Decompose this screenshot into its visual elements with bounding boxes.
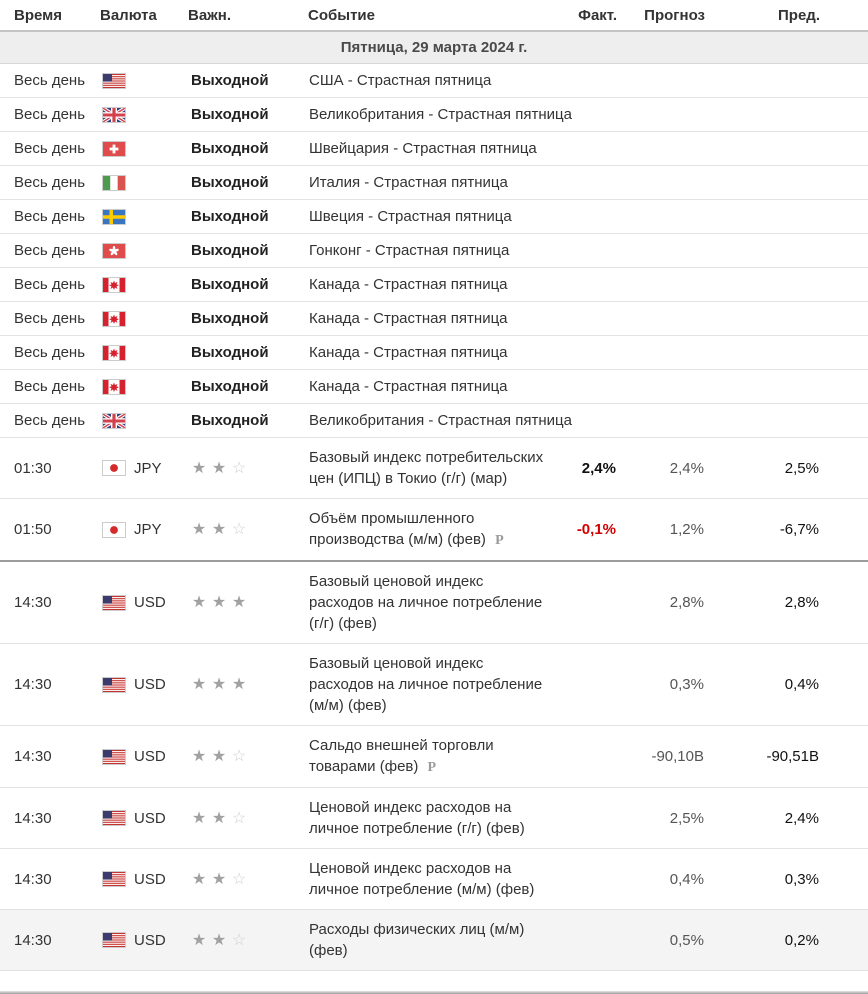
table-row[interactable] xyxy=(0,910,868,971)
importance-cell xyxy=(188,849,308,910)
importance-cell xyxy=(188,404,308,438)
currency-code: JPY xyxy=(134,521,162,539)
event-time: Весь день xyxy=(14,106,86,123)
previous-value: 2,5% xyxy=(784,459,819,477)
flag-icon-it xyxy=(103,176,125,190)
star-filled-icon: ★ xyxy=(191,459,207,477)
flag-icon-se xyxy=(103,210,125,224)
event-cell xyxy=(308,910,563,971)
table-row[interactable] xyxy=(0,302,868,336)
table-header xyxy=(0,0,868,31)
table-row[interactable] xyxy=(0,370,868,404)
row-spacer xyxy=(820,268,868,302)
currency-code: USD xyxy=(134,594,166,612)
star-filled-icon: ★ xyxy=(191,931,207,949)
actual-value xyxy=(563,788,617,849)
row-spacer xyxy=(820,910,868,971)
header-actual: Факт. xyxy=(563,0,617,31)
table-row[interactable] xyxy=(0,849,868,910)
star-filled-icon: ★ xyxy=(211,931,227,949)
event-cell xyxy=(308,98,820,132)
actual-value: -0,1% xyxy=(576,521,616,538)
table-row[interactable] xyxy=(0,132,868,166)
importance-cell xyxy=(188,234,308,268)
table-row[interactable] xyxy=(0,234,868,268)
event-time: Весь день xyxy=(14,242,86,259)
flag-icon-ch xyxy=(103,142,125,156)
row-spacer xyxy=(820,336,868,370)
event-name[interactable]: Ценовой индекс расходов на личное потребление (м/м) (фев) xyxy=(309,860,535,898)
star-filled-icon: ★ xyxy=(191,594,207,611)
importance-cell xyxy=(188,910,308,971)
event-time: Весь день xyxy=(14,412,86,429)
event-time: Весь день xyxy=(14,140,86,157)
importance-cell xyxy=(188,370,308,404)
row-spacer xyxy=(820,302,868,336)
currency-code: USD xyxy=(134,870,166,888)
currency-cell xyxy=(100,302,188,336)
star-filled-icon: ★ xyxy=(211,459,227,477)
forecast-value: -90,10B xyxy=(651,748,704,765)
previous-value: -6,7% xyxy=(779,521,819,538)
star-filled-icon: ★ xyxy=(191,748,207,765)
header-time: Время xyxy=(0,0,100,31)
currency-cell xyxy=(100,561,188,644)
actual-value xyxy=(563,910,617,971)
importance-cell xyxy=(188,438,308,499)
table-row[interactable] xyxy=(0,438,868,499)
event-cell xyxy=(308,726,563,788)
star-filled-icon: ★ xyxy=(211,870,227,888)
event-time: Весь день xyxy=(14,174,86,191)
holiday-label: Выходной xyxy=(191,412,269,429)
header-importance: Важн. xyxy=(188,0,308,31)
star-filled-icon: ★ xyxy=(191,521,207,538)
forecast-value: 2,8% xyxy=(669,594,704,611)
event-cell xyxy=(308,438,563,499)
flag-icon-us xyxy=(103,596,125,610)
row-spacer xyxy=(820,234,868,268)
importance-cell xyxy=(188,561,308,644)
row-spacer xyxy=(820,644,868,726)
holiday-label: Выходной xyxy=(191,310,269,327)
actual-value xyxy=(563,644,617,726)
currency-cell xyxy=(100,200,188,234)
event-name[interactable]: Базовый ценовой индекс расходов на личное потребление (м/м) (фев) xyxy=(309,655,543,714)
currency-code: USD xyxy=(134,748,166,766)
flag-icon-gb xyxy=(103,108,125,122)
star-filled-icon: ★ xyxy=(211,676,227,693)
event-cell xyxy=(308,132,820,166)
event-cell xyxy=(308,268,820,302)
event-time: 14:30 xyxy=(14,870,52,888)
star-filled-icon: ★ xyxy=(191,809,207,827)
holiday-label: Выходной xyxy=(191,174,269,191)
row-spacer xyxy=(820,370,868,404)
actual-value: 2,4% xyxy=(581,459,616,477)
event-time: Весь день xyxy=(14,72,86,89)
currency-cell xyxy=(100,336,188,370)
event-name[interactable]: Ценовой индекс расходов на личное потребление (г/г) (фев) xyxy=(309,799,525,837)
flag-icon-us xyxy=(103,811,125,825)
flag-icon-hk xyxy=(103,244,125,258)
holiday-label: Выходной xyxy=(191,378,269,395)
holiday-label: Выходной xyxy=(191,276,269,293)
event-time: 14:30 xyxy=(14,676,52,693)
event-cell xyxy=(308,404,820,438)
table-row[interactable] xyxy=(0,268,868,302)
currency-cell xyxy=(100,98,188,132)
currency-cell xyxy=(100,499,188,562)
importance-cell xyxy=(188,644,308,726)
forecast-value: 0,5% xyxy=(669,931,704,949)
importance-cell xyxy=(188,336,308,370)
table-row[interactable] xyxy=(0,166,868,200)
flag-icon-ca xyxy=(103,278,125,292)
actual-value xyxy=(563,561,617,644)
event-name[interactable]: США - Страстная пятница xyxy=(309,72,492,89)
importance-cell xyxy=(188,200,308,234)
table-row[interactable] xyxy=(0,336,868,370)
table-row[interactable] xyxy=(0,98,868,132)
currency-cell xyxy=(100,788,188,849)
currency-cell xyxy=(100,166,188,200)
event-time: 14:30 xyxy=(14,594,52,611)
header-currency: Валюта xyxy=(100,0,188,31)
event-cell xyxy=(308,336,820,370)
table-row[interactable] xyxy=(0,644,868,726)
table-row[interactable] xyxy=(0,499,868,562)
star-filled-icon: ★ xyxy=(211,521,227,538)
event-name[interactable]: Канада - Страстная пятница xyxy=(309,344,508,361)
row-spacer xyxy=(820,849,868,910)
flag-icon-us xyxy=(103,872,125,886)
previous-value: 0,3% xyxy=(784,870,819,888)
currency-code: USD xyxy=(134,931,166,949)
flag-icon-jp xyxy=(103,523,125,537)
event-cell xyxy=(308,849,563,910)
flag-icon-ca xyxy=(103,380,125,394)
currency-cell xyxy=(100,268,188,302)
date-header-label: Пятница, 29 марта 2024 г. xyxy=(0,31,868,64)
star-filled-icon: ★ xyxy=(211,594,227,611)
holiday-label: Выходной xyxy=(191,344,269,361)
star-empty-icon: ☆ xyxy=(231,748,247,765)
star-filled-icon: ★ xyxy=(211,809,227,827)
forecast-value: 2,5% xyxy=(669,809,704,827)
row-spacer xyxy=(820,726,868,788)
importance-cell xyxy=(188,64,308,98)
row-spacer xyxy=(820,166,868,200)
event-time: 01:50 xyxy=(14,521,52,538)
event-time: Весь день xyxy=(14,208,86,225)
actual-value xyxy=(563,726,617,788)
importance-cell xyxy=(188,726,308,788)
importance-cell xyxy=(188,268,308,302)
forecast-value: 1,2% xyxy=(669,521,704,538)
row-spacer xyxy=(820,438,868,499)
holiday-label: Выходной xyxy=(191,140,269,157)
currency-cell xyxy=(100,404,188,438)
row-spacer xyxy=(820,404,868,438)
star-filled-icon: ★ xyxy=(211,748,227,765)
preliminary-icon: P xyxy=(427,760,437,775)
event-name[interactable]: Канада - Страстная пятница xyxy=(309,378,508,395)
event-name[interactable]: Сальдо внешней торговли товарами (фев) xyxy=(309,737,494,775)
star-empty-icon: ☆ xyxy=(231,809,247,827)
currency-cell xyxy=(100,849,188,910)
event-name[interactable]: Канада - Страстная пятница xyxy=(309,276,508,293)
flag-icon-ca xyxy=(103,312,125,326)
event-time: 14:30 xyxy=(14,931,52,949)
event-time: 01:30 xyxy=(14,459,52,477)
event-name[interactable]: Канада - Страстная пятница xyxy=(309,310,508,327)
event-cell xyxy=(308,644,563,726)
event-name[interactable]: Гонконг - Страстная пятница xyxy=(309,242,510,259)
event-time: 14:30 xyxy=(14,809,52,827)
header-forecast: Прогноз xyxy=(617,0,705,31)
event-name[interactable]: Базовый индекс потребительских цен (ИПЦ) в Токио (г/г) (мар) xyxy=(309,449,544,487)
flag-icon-us xyxy=(103,933,125,947)
event-time: Весь день xyxy=(14,344,86,361)
event-cell xyxy=(308,370,820,404)
holiday-label: Выходной xyxy=(191,106,269,123)
currency-cell xyxy=(100,910,188,971)
event-name[interactable]: Италия - Страстная пятница xyxy=(309,174,508,191)
event-time: Весь день xyxy=(14,276,86,293)
event-name[interactable]: Расходы физических лиц (м/м) (фев) xyxy=(309,921,525,959)
table-row[interactable] xyxy=(0,561,868,644)
row-spacer xyxy=(820,98,868,132)
currency-cell xyxy=(100,644,188,726)
event-cell xyxy=(308,166,820,200)
event-cell xyxy=(308,200,820,234)
previous-value: -90,51B xyxy=(766,748,819,765)
event-name[interactable]: Объём промышленного производства (м/м) (фев) xyxy=(309,510,486,548)
importance-cell xyxy=(188,788,308,849)
event-name[interactable]: Швейцария - Страстная пятница xyxy=(309,140,537,157)
table-row[interactable] xyxy=(0,788,868,849)
event-cell xyxy=(308,561,563,644)
actual-value xyxy=(563,849,617,910)
currency-cell xyxy=(100,370,188,404)
currency-cell xyxy=(100,234,188,268)
currency-code: JPY xyxy=(134,459,162,477)
currency-code: USD xyxy=(134,809,166,827)
flag-icon-gb xyxy=(103,414,125,428)
header-previous: Пред. xyxy=(705,0,820,31)
star-filled-icon: ★ xyxy=(191,870,207,888)
currency-cell xyxy=(100,132,188,166)
event-cell xyxy=(308,234,820,268)
previous-value: 0,4% xyxy=(784,676,819,693)
star-filled-icon: ★ xyxy=(191,676,207,693)
table-row[interactable] xyxy=(0,200,868,234)
preliminary-icon: P xyxy=(495,533,504,548)
holiday-label: Выходной xyxy=(191,242,269,259)
header-spacer xyxy=(820,0,868,31)
flag-icon-us xyxy=(103,678,125,692)
row-spacer xyxy=(820,132,868,166)
importance-cell xyxy=(188,132,308,166)
star-filled-icon: ★ xyxy=(231,676,247,693)
importance-cell xyxy=(188,166,308,200)
forecast-value: 0,4% xyxy=(669,870,704,888)
table-row[interactable] xyxy=(0,64,868,98)
star-empty-icon: ☆ xyxy=(231,459,247,477)
row-spacer xyxy=(820,499,868,562)
importance-cell xyxy=(188,302,308,336)
star-empty-icon: ☆ xyxy=(231,521,247,538)
event-time: Весь день xyxy=(14,378,86,395)
currency-cell xyxy=(100,726,188,788)
previous-value: 2,4% xyxy=(784,809,819,827)
event-name[interactable]: Великобритания - Страстная пятница xyxy=(309,106,572,123)
forecast-value: 2,4% xyxy=(669,459,704,477)
forecast-value: 0,3% xyxy=(669,676,704,693)
header-event: Событие xyxy=(308,0,563,31)
star-empty-icon: ☆ xyxy=(231,931,247,949)
table-row[interactable] xyxy=(0,726,868,788)
holiday-label: Выходной xyxy=(191,72,269,89)
table-row[interactable] xyxy=(0,404,868,438)
row-spacer xyxy=(820,64,868,98)
event-name[interactable]: Базовый ценовой индекс расходов на личное потребление (г/г) (фев) xyxy=(309,573,543,632)
currency-code: USD xyxy=(134,676,166,694)
previous-value: 2,8% xyxy=(784,594,819,611)
row-spacer xyxy=(820,561,868,644)
importance-cell xyxy=(188,98,308,132)
event-name[interactable]: Швеция - Страстная пятница xyxy=(309,208,512,225)
flag-icon-ca xyxy=(103,346,125,360)
row-spacer xyxy=(820,200,868,234)
event-name[interactable]: Великобритания - Страстная пятница xyxy=(309,412,572,429)
currency-cell xyxy=(100,438,188,499)
previous-value: 0,2% xyxy=(784,931,819,949)
importance-cell xyxy=(188,499,308,562)
event-cell xyxy=(308,788,563,849)
star-filled-icon: ★ xyxy=(231,594,247,611)
event-time: 14:30 xyxy=(14,748,52,765)
event-cell xyxy=(308,302,820,336)
row-spacer xyxy=(820,788,868,849)
holiday-label: Выходной xyxy=(191,208,269,225)
event-time: Весь день xyxy=(14,310,86,327)
flag-icon-jp xyxy=(103,461,125,475)
event-cell xyxy=(308,64,820,98)
star-empty-icon: ☆ xyxy=(231,870,247,888)
flag-icon-us xyxy=(103,750,125,764)
currency-cell xyxy=(100,64,188,98)
event-cell xyxy=(308,499,563,562)
flag-icon-us xyxy=(103,74,125,88)
date-header-row xyxy=(0,31,868,64)
